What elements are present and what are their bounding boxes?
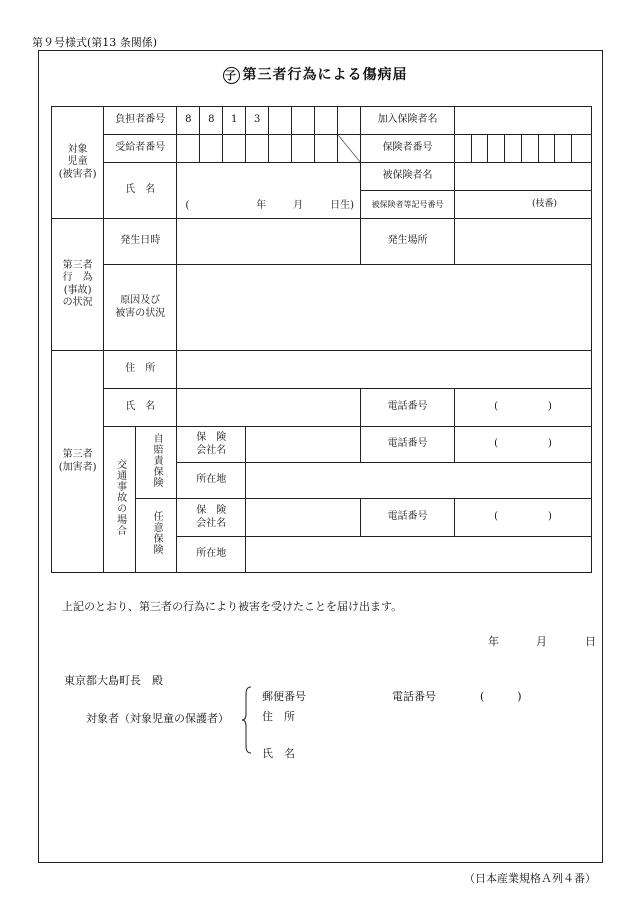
occurrence-date-field[interactable] (177, 219, 361, 265)
insurer-digit[interactable] (555, 135, 572, 163)
cause-field[interactable] (177, 265, 592, 351)
burden-digit[interactable]: 8 (177, 107, 200, 135)
insurer-name-field[interactable] (455, 107, 592, 135)
traffic-accident-label: 交通事故の場合 (104, 427, 135, 573)
date-month: 月 (536, 635, 547, 648)
offender-section-label: 第三者 (加害者) (52, 351, 104, 573)
insured-number-field[interactable]: (枝番) (455, 191, 592, 219)
occurrence-date-label: 発生日時 (104, 219, 177, 265)
child-circle-mark: 子 (223, 67, 240, 84)
voluntary-location-field[interactable] (246, 537, 592, 573)
compulsory-phone-field[interactable]: ( ) (455, 427, 592, 463)
victim-section-label: 対象 児童 (被害者) (52, 107, 104, 219)
insured-number-label: 被保険者等記号番号 (361, 191, 455, 219)
incident-section-label: 第三者 行 為 (事故) の状況 (52, 219, 104, 351)
title-text: 第三者行為による傷病届 (242, 67, 408, 83)
date-year: 年 (488, 635, 499, 648)
page-title (0, 64, 630, 84)
date-day: 日 (585, 635, 596, 648)
compulsory-location-label: 所在地 (177, 463, 246, 499)
offender-name-field[interactable] (177, 389, 361, 427)
applicant-address-label: 住 所 (262, 710, 295, 723)
child-name-label: 氏 名 (104, 163, 177, 219)
occurrence-place-label: 発生場所 (361, 219, 455, 265)
recipient-digit[interactable] (200, 135, 223, 163)
brace-icon (242, 686, 252, 754)
form-number-label: 第９号様式(第13 条関係) (32, 36, 158, 49)
insured-name-field[interactable] (455, 163, 592, 191)
insurer-digit[interactable] (571, 135, 591, 163)
insurer-digit[interactable] (455, 135, 472, 163)
applicant-name-label: 氏 名 (262, 747, 295, 760)
offender-name-label: 氏 名 (104, 389, 177, 427)
voluntary-phone-field[interactable]: ( ) (455, 499, 592, 537)
recipient-digit[interactable] (315, 135, 338, 163)
compulsory-location-field[interactable] (246, 463, 592, 499)
compulsory-company-label: 保 険 会社名 (177, 427, 246, 463)
applicant-label: 対象者（対象児童の保護者） (86, 712, 229, 725)
insurer-digit[interactable] (471, 135, 488, 163)
applicant-phone-label: 電話番号 (392, 690, 436, 703)
voluntary-insurance-label: 任意保険 (135, 499, 177, 573)
compulsory-phone-label: 電話番号 (361, 427, 455, 463)
paper-size-note: （日本産業規格Ａ列４番） (464, 872, 596, 885)
cause-label: 原因及び 被害の状況 (104, 265, 177, 351)
offender-phone-field[interactable]: ( ) (455, 389, 592, 427)
offender-address-label: 住 所 (104, 351, 177, 389)
burden-digit[interactable] (269, 107, 292, 135)
recipient-digit[interactable] (177, 135, 200, 163)
voluntary-phone-label: 電話番号 (361, 499, 455, 537)
diagonal-blank-cell (338, 135, 361, 163)
burden-digit[interactable] (315, 107, 338, 135)
burden-number-label: 負担者番号 (104, 107, 177, 135)
insured-name-label: 被保険者名 (361, 163, 455, 191)
recipient-digit[interactable] (223, 135, 246, 163)
recipient-number-label: 受給者番号 (104, 135, 177, 163)
compulsory-insurance-label: 自賠責保険 (135, 427, 177, 499)
insurer-digit[interactable] (538, 135, 555, 163)
offender-address-field[interactable] (177, 351, 592, 389)
insurer-number-label: 保険者番号 (361, 135, 455, 163)
applicant-phone-paren: ( ) (480, 690, 522, 703)
insurer-digit[interactable] (488, 135, 505, 163)
burden-digit[interactable] (292, 107, 315, 135)
voluntary-company-field[interactable] (246, 499, 361, 537)
recipient-digit[interactable] (269, 135, 292, 163)
burden-digit[interactable]: 8 (200, 107, 223, 135)
recipient-digit[interactable] (246, 135, 269, 163)
addressee: 東京都大島町長 殿 (64, 674, 163, 687)
insurer-digit[interactable] (505, 135, 522, 163)
occurrence-place-field[interactable] (455, 219, 592, 265)
burden-digit[interactable]: 3 (246, 107, 269, 135)
injury-report-table (51, 106, 592, 573)
statement-text: 上記のとおり、第三者の行為により被害を受けたことを届け出ます。 (62, 600, 403, 613)
child-name-field[interactable]: ( 年 月 日生) (177, 163, 361, 219)
compulsory-company-field[interactable] (246, 427, 361, 463)
voluntary-location-label: 所在地 (177, 537, 246, 573)
burden-digit[interactable]: 1 (223, 107, 246, 135)
insurer-name-label: 加入保険者名 (361, 107, 455, 135)
postal-code-label: 郵便番号 (262, 690, 306, 703)
burden-digit[interactable] (338, 107, 361, 135)
recipient-digit[interactable] (292, 135, 315, 163)
voluntary-company-label: 保 険 会社名 (177, 499, 246, 537)
insurer-digit[interactable] (521, 135, 538, 163)
offender-phone-label: 電話番号 (361, 389, 455, 427)
